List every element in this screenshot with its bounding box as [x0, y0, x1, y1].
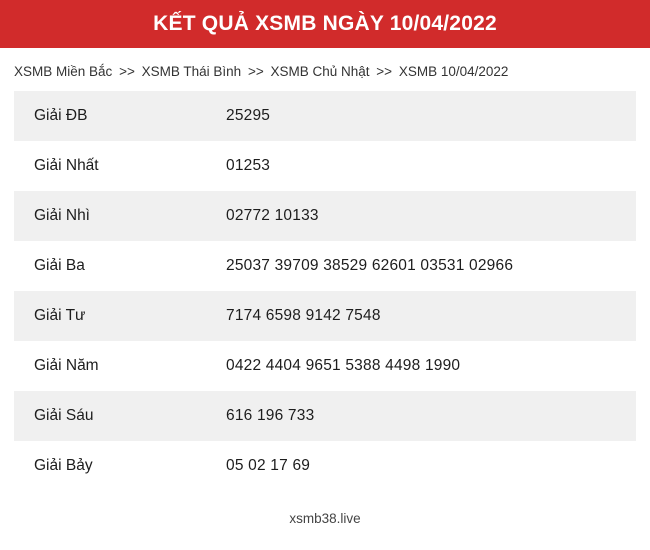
table-row	[14, 441, 636, 491]
prize-value: 05 02 17 69	[226, 441, 636, 491]
prize-label: Giải Nhất	[14, 141, 226, 191]
prize-value: 7174 6598 9142 7548	[226, 291, 636, 341]
breadcrumb-item-0[interactable]: XSMB Miền Bắc	[14, 64, 113, 79]
table-row	[14, 241, 636, 291]
prize-value: 02772 10133	[226, 191, 636, 241]
breadcrumb	[0, 48, 650, 91]
prize-label: Giải Năm	[14, 341, 226, 391]
prize-value: 01253	[226, 141, 636, 191]
footer	[0, 491, 650, 526]
breadcrumb-separator: >>	[119, 64, 135, 79]
prize-label: Giải Nhì	[14, 191, 226, 241]
breadcrumb-separator: >>	[376, 64, 393, 79]
prize-value: 0422 4404 9651 5388 4498 1990	[226, 341, 636, 391]
prize-label: Giải Tư	[14, 291, 226, 341]
results-table	[14, 91, 636, 491]
breadcrumb-item-1[interactable]: XSMB Thái Bình	[141, 64, 242, 79]
prize-value: 25037 39709 38529 62601 03531 02966	[226, 241, 636, 291]
prize-value: 616 196 733	[226, 391, 636, 441]
prize-label: Giải Sáu	[14, 391, 226, 441]
table-row	[14, 91, 636, 141]
page-header	[0, 0, 650, 48]
breadcrumb-item-2[interactable]: XSMB Chủ Nhật	[270, 64, 370, 79]
table-row	[14, 341, 636, 391]
breadcrumb-item-3[interactable]: XSMB 10/04/2022	[398, 64, 509, 79]
table-row	[14, 391, 636, 441]
prize-label: Giải ĐB	[14, 91, 226, 141]
prize-value: 25295	[226, 91, 636, 141]
table-row	[14, 141, 636, 191]
table-row	[14, 191, 636, 241]
prize-label: Giải Bảy	[14, 441, 226, 491]
table-row	[14, 291, 636, 341]
breadcrumb-separator: >>	[247, 64, 264, 79]
page-title: KẾT QUẢ XSMB NGÀY 10/04/2022	[153, 12, 497, 35]
prize-label: Giải Ba	[14, 241, 226, 291]
site-name: xsmb38.live	[289, 511, 361, 526]
